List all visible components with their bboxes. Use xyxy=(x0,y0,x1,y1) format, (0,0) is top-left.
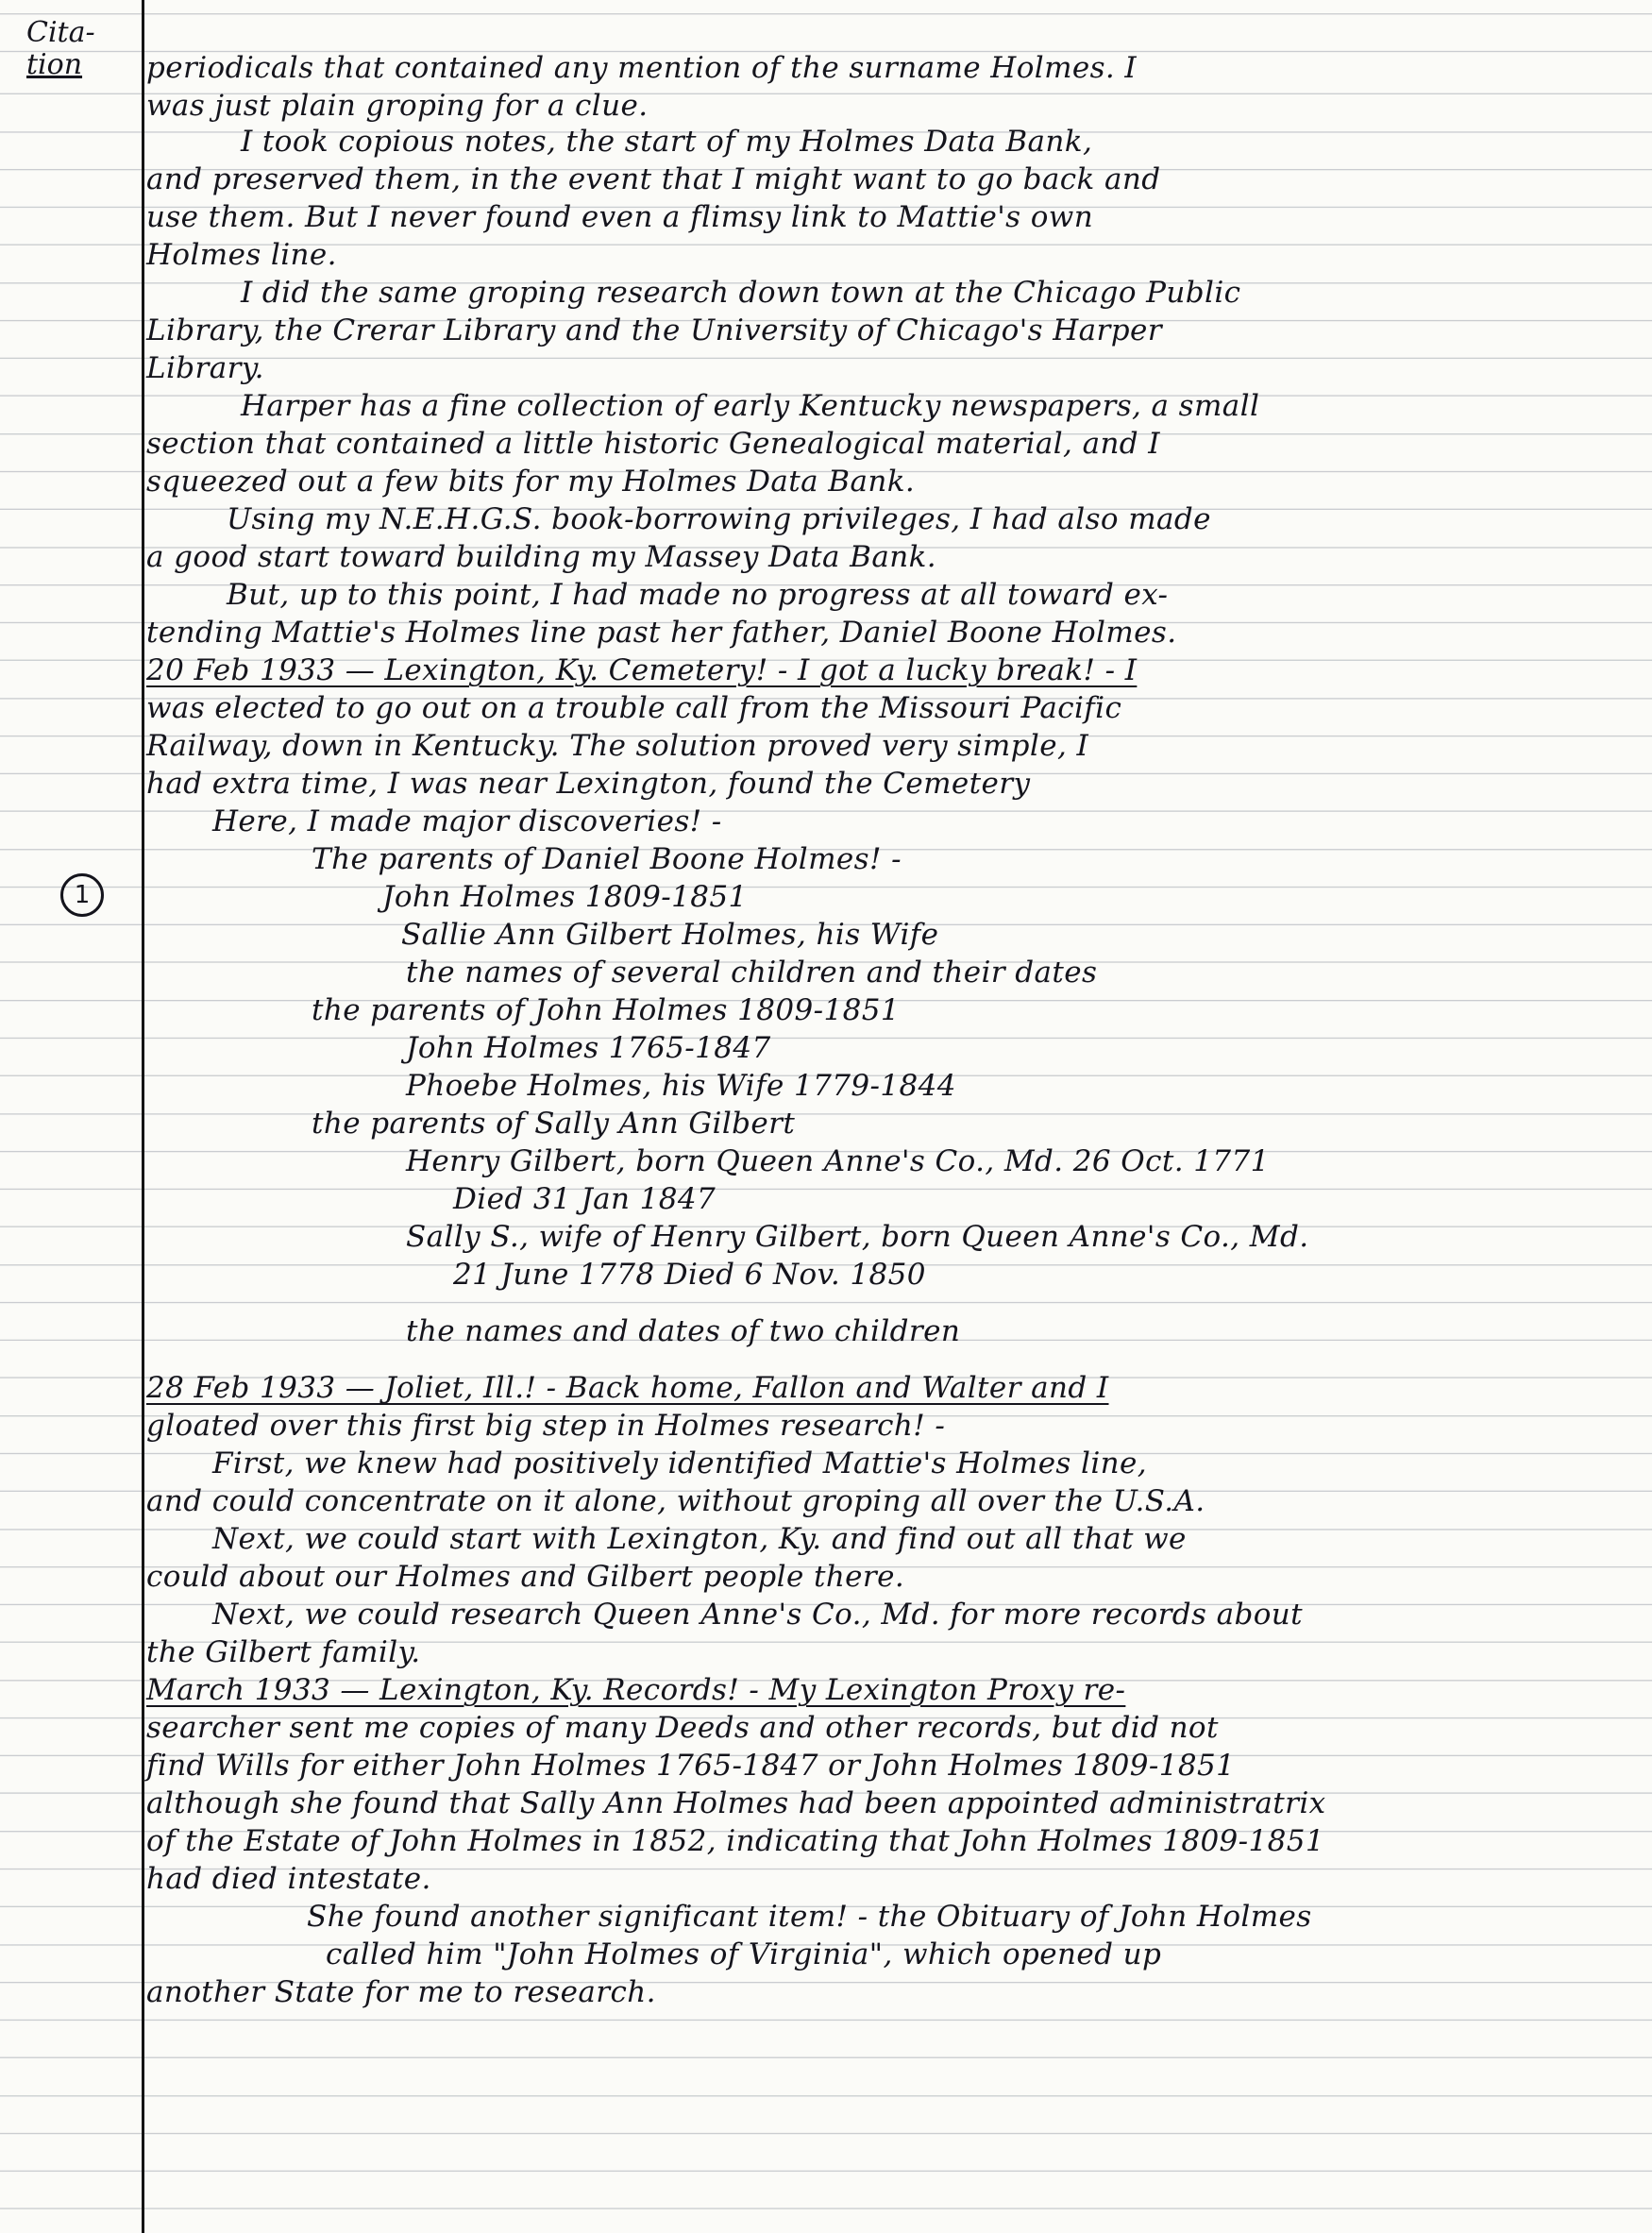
margin-note-line-1: Cita- xyxy=(26,16,95,49)
dated-entry-heading: 28 Feb 1933 — Joliet, Ill.! - Back home, Fallon and Walter and I xyxy=(146,1371,1109,1405)
text-line: Henry Gilbert, born Queen Anne's Co., Md. 26 Oct. 1771 xyxy=(406,1144,1270,1178)
text-line: of the Estate of John Holmes in 1852, indicating that John Holmes 1809-1851 xyxy=(146,1824,1325,1858)
text-line: the parents of John Holmes 1809-1851 xyxy=(312,993,900,1027)
text-line: Library. xyxy=(146,351,264,385)
text-line: the names and dates of two children xyxy=(406,1314,961,1348)
text-line: Railway, down in Kentucky. The solution proved very simple, I xyxy=(146,729,1089,763)
text-line: Sally S., wife of Henry Gilbert, born Queen Anne's Co., Md. xyxy=(406,1220,1309,1254)
text-line: the parents of Sally Ann Gilbert xyxy=(312,1107,796,1141)
text-line: searcher sent me copies of many Deeds and other records, but did not xyxy=(146,1711,1219,1745)
text-line: gloated over this first big step in Holmes research! - xyxy=(146,1409,946,1443)
text-line: although she found that Sally Ann Holmes had been appointed administratrix xyxy=(146,1786,1326,1820)
text-line: I took copious notes, the start of my Holmes Data Bank, xyxy=(241,125,1093,159)
text-line: Died 31 Jan 1847 xyxy=(453,1182,716,1216)
text-line: and could concentrate on it alone, without groping all over the U.S.A. xyxy=(146,1484,1205,1518)
text-line: The parents of Daniel Boone Holmes! - xyxy=(312,842,902,876)
text-line: a good start toward building my Massey Data Bank. xyxy=(146,540,937,574)
text-line: First, we knew had positively identified Mattie's Holmes line, xyxy=(212,1446,1147,1480)
text-line: section that contained a little historic Genealogical material, and I xyxy=(146,427,1160,461)
margin-rule xyxy=(142,0,144,2233)
text-line: tending Mattie's Holmes line past her father, Daniel Boone Holmes. xyxy=(146,616,1177,650)
text-line: find Wills for either John Holmes 1765-1847 or John Holmes 1809-1851 xyxy=(146,1749,1236,1783)
text-line: John Holmes 1809-1851 xyxy=(382,880,748,914)
text-line: could about our Holmes and Gilbert people there. xyxy=(146,1560,905,1594)
text-line: periodicals that contained any mention of the surname Holmes. I xyxy=(146,51,1138,85)
text-line: the Gilbert family. xyxy=(146,1635,421,1669)
text-line: Harper has a fine collection of early Kentucky newspapers, a small xyxy=(241,389,1260,423)
text-line: called him "John Holmes of Virginia", which opened up xyxy=(326,1937,1162,1971)
text-line: Sallie Ann Gilbert Holmes, his Wife xyxy=(401,918,939,952)
text-line: 21 June 1778 Died 6 Nov. 1850 xyxy=(453,1258,926,1292)
text-line: Library, the Crerar Library and the University of Chicago's Harper xyxy=(146,313,1162,347)
text-line: the names of several children and their dates xyxy=(406,956,1098,990)
text-line: I did the same groping research down town at the Chicago Public xyxy=(241,276,1241,310)
text-line: But, up to this point, I had made no progress at all toward ex- xyxy=(227,578,1169,612)
text-line: Next, we could research Queen Anne's Co., Md. for more records about xyxy=(212,1598,1304,1632)
text-line: John Holmes 1765-1847 xyxy=(406,1031,771,1065)
text-line: use them. But I never found even a flimsy link to Mattie's own xyxy=(146,200,1094,234)
text-line: Next, we could start with Lexington, Ky. and find out all that we xyxy=(212,1522,1187,1556)
text-line: She found another significant item! - the Obituary of John Holmes xyxy=(307,1900,1312,1934)
text-line: Using my N.E.H.G.S. book-borrowing privileges, I had also made xyxy=(227,502,1211,536)
margin-note-line-2: tion xyxy=(26,48,83,81)
dated-entry-heading: 20 Feb 1933 — Lexington, Ky. Cemetery! - I got a lucky break! - I xyxy=(146,653,1138,687)
dated-entry-heading: March 1933 — Lexington, Ky. Records! - My Lexington Proxy re- xyxy=(146,1673,1126,1707)
text-line: another State for me to research. xyxy=(146,1975,656,2009)
text-line: was elected to go out on a trouble call from the Missouri Pacific xyxy=(146,691,1122,725)
text-line: Phoebe Holmes, his Wife 1779-1844 xyxy=(406,1069,956,1103)
text-line: was just plain groping for a clue. xyxy=(146,89,649,123)
text-line: squeezed out a few bits for my Holmes Data Bank. xyxy=(146,465,916,499)
text-line: Here, I made major discoveries! - xyxy=(212,804,722,838)
text-line: and preserved them, in the event that I might want to go back and xyxy=(146,162,1161,196)
circled-footnote-marker: 1 xyxy=(60,873,104,917)
text-line: had extra time, I was near Lexington, found the Cemetery xyxy=(146,767,1031,801)
text-line: Holmes line. xyxy=(146,238,337,272)
text-line: had died intestate. xyxy=(146,1862,431,1896)
